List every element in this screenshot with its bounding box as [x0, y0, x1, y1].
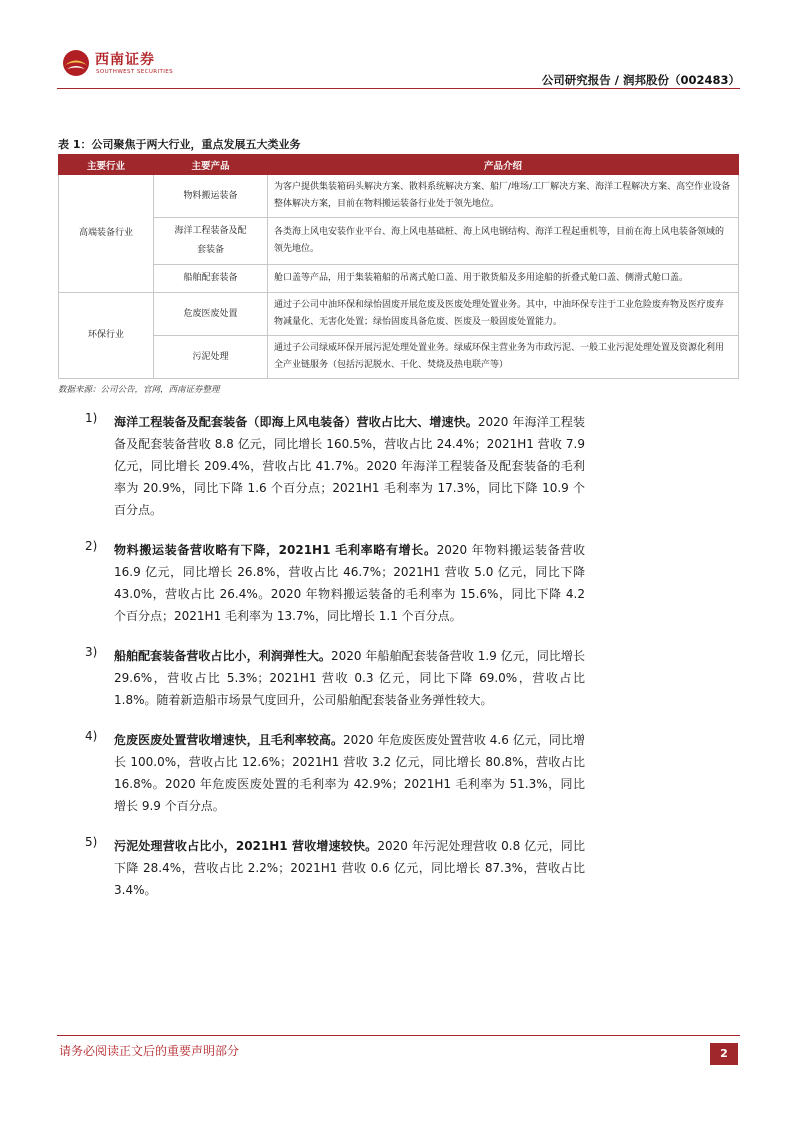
header-product: 主要产品	[154, 155, 268, 175]
header-description: 产品介绍	[268, 155, 739, 175]
logo-english-name: SOUTHWEST SECURITIES	[96, 69, 174, 75]
item-number: 1)	[85, 411, 98, 425]
table-row	[59, 293, 739, 336]
table-header-row	[59, 155, 739, 175]
footer-divider	[57, 1035, 740, 1036]
item-heading: 船舶配套装备营收占比小，利润弹性大。	[114, 649, 331, 663]
item-text	[114, 539, 585, 627]
analysis-list	[85, 411, 585, 919]
product-cell	[154, 218, 268, 265]
table-row	[59, 336, 739, 379]
description-cell: 舱口盖等产品，用于集装箱船的吊离式舱口盖、用于散货船及多用途船的折叠式舱口盖、侧滑式舱口盖。	[268, 265, 739, 293]
industry-cell: 环保行业	[59, 293, 154, 379]
table-row	[59, 218, 739, 265]
list-item	[85, 835, 585, 901]
item-body: 2020 年污泥处理营收 0.8 亿元，同比下降 28.4%，营收占比 2.2%；2021H1 营收 0.6 亿元，同比增长 87.3%，营收占比 3.4%。	[114, 839, 585, 897]
list-item	[85, 729, 585, 817]
item-body: 2020 年船舶配套装备营收 1.9 亿元，同比增长 29.6%，营收占比 5.3%；2021H1 营收 0.3 亿元，同比下降 69.0%，营收占比 1.8%。随着新造船市场景气度回升，公司船舶配套装备业务弹性较大。	[114, 649, 585, 707]
item-heading: 污泥处理营收占比小，2021H1 营收增速较快。	[114, 839, 378, 853]
data-source-note: 数据来源：公司公告，官网，西南证券整理	[58, 385, 220, 395]
description-cell: 通过子公司中油环保和绿怡固废开展危废及医废处理处置业务。其中，中油环保专注于工业危险废弃物及医疗废弃物减量化、无害化处置；绿怡固废具备危废、医废及一般固废处置能力。	[268, 293, 739, 336]
item-heading: 物料搬运装备营收略有下降，2021H1 毛利率略有增长。	[114, 543, 437, 557]
item-text	[114, 411, 585, 521]
item-number: 3)	[85, 645, 98, 659]
product-cell: 船舶配套装备	[154, 265, 268, 293]
business-table	[58, 154, 739, 379]
description-cell: 各类海上风电安装作业平台、海上风电基础桩、海上风电钢结构、海洋工程起重机等，目前在海上风电装备领域的领先地位。	[268, 218, 739, 265]
report-title: 公司研究报告 / 润邦股份（002483）	[541, 73, 740, 87]
item-number: 4)	[85, 729, 98, 743]
table-row	[59, 265, 739, 293]
logo-mark-icon	[61, 48, 91, 78]
table-row	[59, 175, 739, 218]
page-number: 2	[710, 1043, 738, 1065]
product-cell: 危废医废处置	[154, 293, 268, 336]
description-cell: 为客户提供集装箱码头解决方案、散料系统解决方案、船厂/堆场/工厂解决方案、海洋工程解决方案、高空作业设备整体解决方案，目前在物料搬运装备行业处于领先地位。	[268, 175, 739, 218]
page-header	[57, 40, 740, 90]
company-logo	[57, 40, 207, 85]
item-number: 2)	[85, 539, 98, 553]
item-text	[114, 729, 585, 817]
item-heading: 危废医废处置营收增速快，且毛利率较高。	[114, 733, 344, 747]
item-text	[114, 645, 585, 711]
product-cell: 污泥处理	[154, 336, 268, 379]
item-text	[114, 835, 585, 901]
table-caption: 表 1：公司聚焦于两大行业，重点发展五大类业务	[58, 138, 301, 151]
item-body: 2020 年物料搬运装备营收 16.9 亿元，同比增长 26.8%，营收占比 46.7%；2021H1 营收 5.0 亿元，同比下降 43.0%，营收占比 26.4%。2020 年物料搬运装备的毛利率为 15.6%，同比下降 4.2 个百分点；2021H1 毛利率为 13.7%，同比增长 1.1 个百分点。	[114, 543, 585, 623]
industry-cell: 高端装备行业	[59, 175, 154, 293]
item-heading: 海洋工程装备及配套装备（即海上风电装备）营收占比大、增速快。	[114, 415, 478, 429]
item-body: 2020 年海洋工程装备及配套装备营收 8.8 亿元，同比增长 160.5%，营收占比 24.4%；2021H1 营收 7.9 亿元，同比增长 209.4%，营收占比 41.7%。2020 年海洋工程装备及配套装备的毛利率为 20.9%，同比下降 1.6 个百分点；2021H1 毛利率为 17.3%，同比下降 10.9 个百分点。	[114, 415, 585, 517]
description-cell: 通过子公司绿威环保开展污泥处理处置业务。绿威环保主营业务为市政污泥、一般工业污泥处理处置及资源化利用全产业链服务（包括污泥脱水、干化、焚烧及热电联产等）	[268, 336, 739, 379]
list-item	[85, 411, 585, 521]
header-divider	[57, 88, 740, 89]
product-label: 海洋工程装备及配套装备	[174, 226, 247, 255]
item-body: 2020 年危废医废处置营收 4.6 亿元，同比增长 100.0%，营收占比 12.6%；2021H1 营收 3.2 亿元，同比增长 80.8%，营收占比 16.8%。2020 年危废医废处置的毛利率为 42.9%；2021H1 毛利率为 51.3%，同比增长 9.9 个百分点。	[114, 733, 585, 813]
list-item	[85, 539, 585, 627]
list-item	[85, 645, 585, 711]
logo-chinese-name: 西南证券	[95, 52, 155, 68]
product-cell: 物料搬运装备	[154, 175, 268, 218]
disclaimer-note: 请务必阅读正文后的重要声明部分	[59, 1044, 240, 1058]
header-industry: 主要行业	[59, 155, 154, 175]
item-number: 5)	[85, 835, 98, 849]
